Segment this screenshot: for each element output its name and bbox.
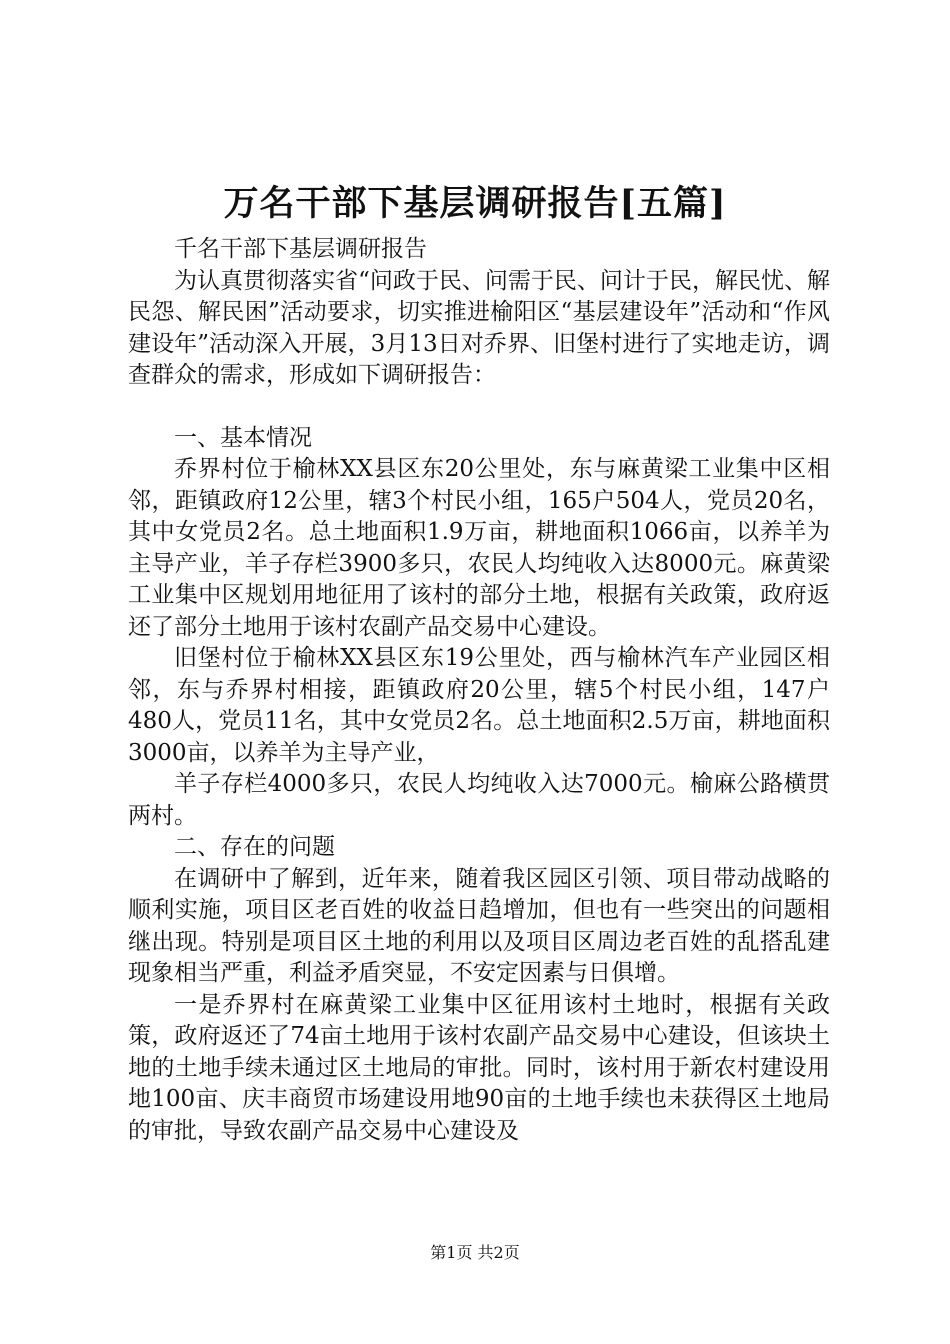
paragraph-problem-one: 一是乔界村在麻黄梁工业集中区征用该村土地时，根据有关政策，政府返还了74亩土地用于该村农副产品交易中心建设，但该块土地的土地手续未通过区土地局的审批。同时，该村用于新农村建设用地100亩、庆丰商贸市场建设用地90亩的土地手续也未获得区土地局的审批，导致农副产品交易中心建设及 [128,991,830,1144]
subtitle-paragraph: 千名干部下基层调研报告 [174,236,427,262]
page-footer: 第1页 共2页 [430,1243,520,1262]
section-heading-problems: 二、存在的问题 [174,834,335,860]
intro-paragraph: 为认真贯彻落实省“问政于民、问需于民、问计于民，解民忧、解民怨、解民困”活动要求，切实推进榆阳区“基层建设年”活动和“作风建设年”活动深入开展，3月13日对乔界、旧堡村进行了实地走访，调查群众的需求，形成如下调研报告： [128,267,830,388]
paragraph-livestock: 羊子存栏4000多只，农民人均纯收入达7000元。榆麻公路横贯两村。 [128,771,830,829]
paragraph-jiubao: 旧堡村位于榆林XX县区东19公里处，西与榆林汽车产业园区相邻，东与乔界村相接，距镇政府20公里，辖5个村民小组，147户480人，党员11名，其中女党员2名。总土地面积2.5万亩，耕地面积3000亩，以养羊为主导产业， [128,645,830,766]
document-title: 万名干部下基层调研报告[五篇] [223,183,727,224]
paragraph-problems-overview: 在调研中了解到，近年来，随着我区园区引领、项目带动战略的顺利实施，项目区老百姓的收益日趋增加，但也有一些突出的问题相继出现。特别是项目区土地的利用以及项目区周边老百姓的乱搭乱建现象相当严重，利益矛盾突显，不安定因素与日俱增。 [128,865,830,986]
paragraph-qiaojie: 乔界村位于榆林XX县区东20公里处，东与麻黄梁工业集中区相邻，距镇政府12公里，辖3个村民小组，165户504人，党员20名，其中女党员2名。总土地面积1.9万亩，耕地面积1066亩，以养羊为主导产业，羊子存栏3900多只，农民人均纯收入达8000元。麻黄梁工业集中区规划用地征用了该村的部分土地，根据有关政策，政府返还了部分土地用于该村农副产品交易中心建设。 [128,456,830,640]
section-heading-basic: 一、基本情况 [174,424,312,451]
document-body [128,234,830,1147]
